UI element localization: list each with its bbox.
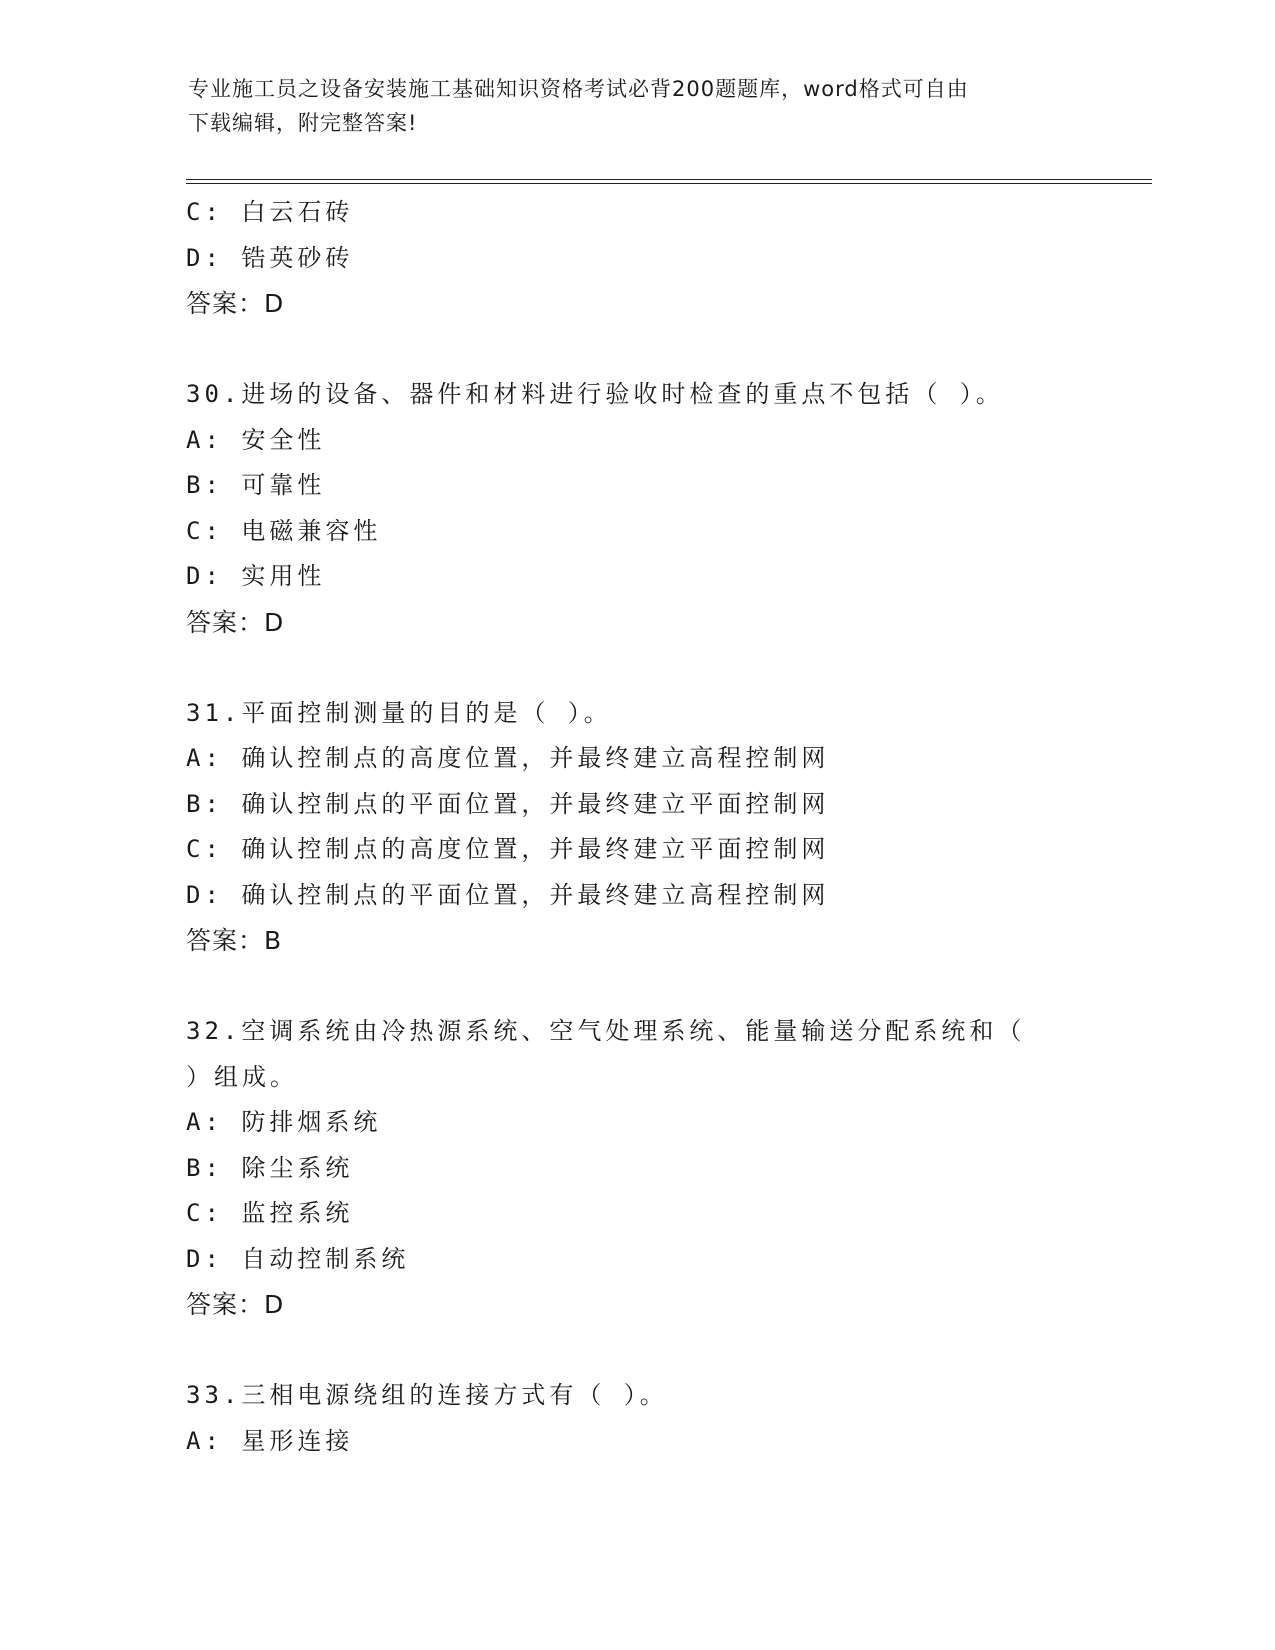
option-line: D: 自动控制系统	[186, 1244, 410, 1273]
header-line-1: 专业施工员之设备安装施工基础知识资格考试必背200题题库，word格式可自由	[188, 77, 969, 101]
option-line: B: 确认控制点的平面位置，并最终建立平面控制网	[186, 789, 830, 818]
question-33	[186, 1373, 1066, 1464]
question-stem: 30.进场的设备、器件和材料进行验收时检查的重点不包括（ ）。	[186, 380, 1004, 408]
option-line: B: 可靠性	[186, 471, 326, 499]
answer-line: 答案：D	[186, 607, 285, 637]
question-stem: 33.三相电源绕组的连接方式有（ ）。	[186, 1381, 668, 1409]
question-stem: 31.平面控制测量的目的是（ ）。	[186, 698, 612, 727]
header-divider-bottom	[186, 183, 1152, 184]
option-line: C: 确认控制点的高度位置，并最终建立平面控制网	[186, 835, 830, 863]
answer-line: 答案：D	[186, 1290, 285, 1319]
option-line: A: 星形连接	[186, 1426, 354, 1455]
option-line: C: 白云石砖	[186, 198, 354, 226]
option-line: B: 除尘系统	[186, 1153, 354, 1182]
prev-question-tail	[186, 190, 1066, 327]
answer-line: 答案：B	[186, 926, 283, 955]
option-line: A: 确认控制点的高度位置，并最终建立高程控制网	[186, 744, 830, 772]
header-divider-top	[186, 179, 1152, 180]
option-line: A: 安全性	[186, 425, 326, 454]
option-line: D: 实用性	[186, 562, 326, 590]
option-line: A: 防排烟系统	[186, 1108, 382, 1136]
option-line: D: 确认控制点的平面位置，并最终建立高程控制网	[186, 880, 830, 909]
option-line: C: 电磁兼容性	[186, 516, 382, 545]
question-stem-continued: ）组成。	[186, 1062, 298, 1091]
header-line-2: 下载编辑，附完整答案!	[188, 111, 418, 135]
question-30	[186, 372, 1066, 645]
question-31	[186, 691, 1066, 964]
question-list	[186, 190, 1066, 1464]
question-stem: 32.空调系统由冷热源系统、空气处理系统、能量输送分配系统和（	[186, 1017, 1026, 1045]
option-line: D: 锆英砂砖	[186, 243, 354, 272]
document-header	[188, 72, 1068, 140]
answer-line: 答案：D	[186, 289, 285, 318]
question-32	[186, 1009, 1066, 1328]
option-line: C: 监控系统	[186, 1199, 354, 1227]
